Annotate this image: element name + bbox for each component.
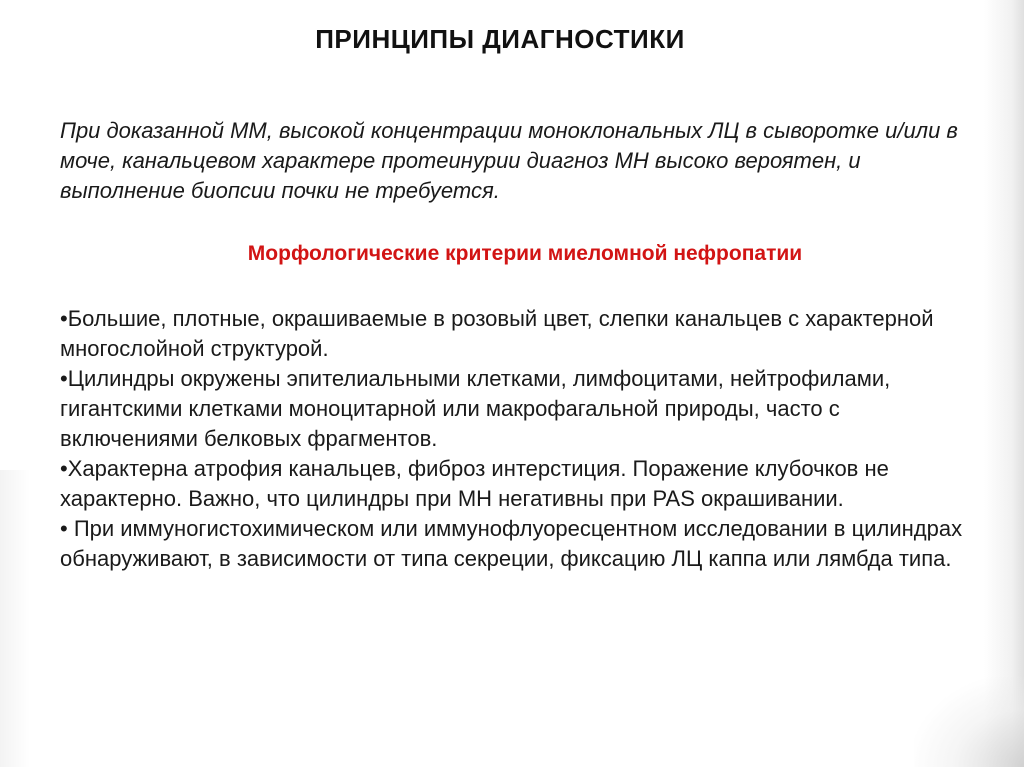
bullet-mark: • [60,456,68,481]
list-item-text: Большие, плотные, окрашиваемые в розовый цвет, слепки канальцев с характерной многослойной структурой. [60,306,934,361]
slide-title: ПРИНЦИПЫ ДИАГНОСТИКИ [315,24,685,54]
criteria-list [60,304,980,574]
list-item-text: Цилиндры окружены эпителиальными клетками, лимфоцитами, нейтрофилами, гигантскими клетками моноцитарной или макрофагальной природы, часто с включениями белковых фрагментов. [60,366,891,451]
bullet-mark: • [60,366,68,391]
list-item-text: Характерна атрофия канальцев, фиброз интерстиция. Поражение клубочков не характерно. Важно, что цилиндры при МН негативны при PAS окрашивании. [60,456,889,511]
list-item [60,364,980,454]
list-item [60,454,980,514]
bullet-mark: • [60,306,68,331]
list-item [60,514,980,574]
list-item [60,304,980,364]
page-curl-shadow-right [984,0,1024,767]
page-curl-corner [914,677,1024,767]
list-item-text: При иммуногистохимическом или иммунофлуоресцентном исследовании в цилиндрах обнаруживают, в зависимости от типа секреции, фиксацию ЛЦ каппа или лямбда типа. [60,516,963,571]
intro-paragraph: При доказанной ММ, высокой концентрации моноклональных ЛЦ в сыворотке и/или в моче, канальцевом характере протеинурии диагноз МН высоко вероятен, и выполнение биопсии почки не требуется. [60,118,958,203]
bullet-mark: • [60,516,68,541]
page-curl-shadow-left [0,470,30,767]
section-subtitle: Морфологические критерии миеломной нефропатии [247,242,803,265]
